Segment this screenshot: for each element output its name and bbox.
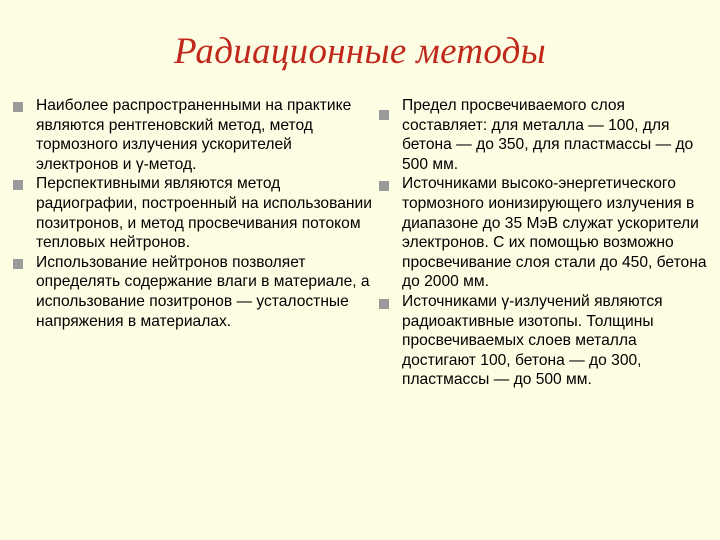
right-column (378, 96, 708, 390)
bullet-text: Источниками высоко-энергетического тормозного ионизирующего излучения в диапазоне до 35 МэВ служат ускорители электронов. С их помощью возможно просвечивание слоя стали до 450, бетона до 2000 мм. (402, 175, 707, 291)
square-bullet-icon (13, 102, 23, 112)
bullet-text: Источниками γ-излучений являются радиоактивные изотопы. Толщины просвечиваемых слоев металла достигают 100, бетона — до 300, пластмассы — до 500 мм. (402, 292, 663, 389)
left-column (12, 96, 372, 331)
bullet-text: Наиболее распространенными на практике являются рентгеновский метод, метод тормозного излучения ускорителей электронов и γ-метод. (36, 97, 352, 173)
bullet-text: Перспективными являются метод радиографии, построенный на использовании позитронов, и метод просвечивания потоком тепловых нейтронов. (36, 175, 372, 252)
bullet-text: Предел просвечиваемого слоя составляет: для металла — 100, для бетона — до 350, для пластмассы — до 500 мм. (402, 97, 694, 173)
square-bullet-icon (379, 299, 389, 309)
slide-title: Радиационные методы (173, 31, 547, 72)
bullet-item (378, 292, 708, 390)
bullet-item (12, 174, 372, 252)
square-bullet-icon (13, 180, 23, 190)
bullet-item (12, 253, 372, 331)
square-bullet-icon (13, 259, 23, 269)
square-bullet-icon (379, 110, 389, 120)
bullet-item (378, 96, 708, 174)
bullet-text: Использование нейтронов позволяет определять содержание влаги в материале, а использование позитронов — усталостные напряжения в материалах. (36, 253, 370, 330)
square-bullet-icon (379, 181, 389, 191)
bullet-item (378, 174, 708, 292)
bullet-item (12, 96, 372, 174)
